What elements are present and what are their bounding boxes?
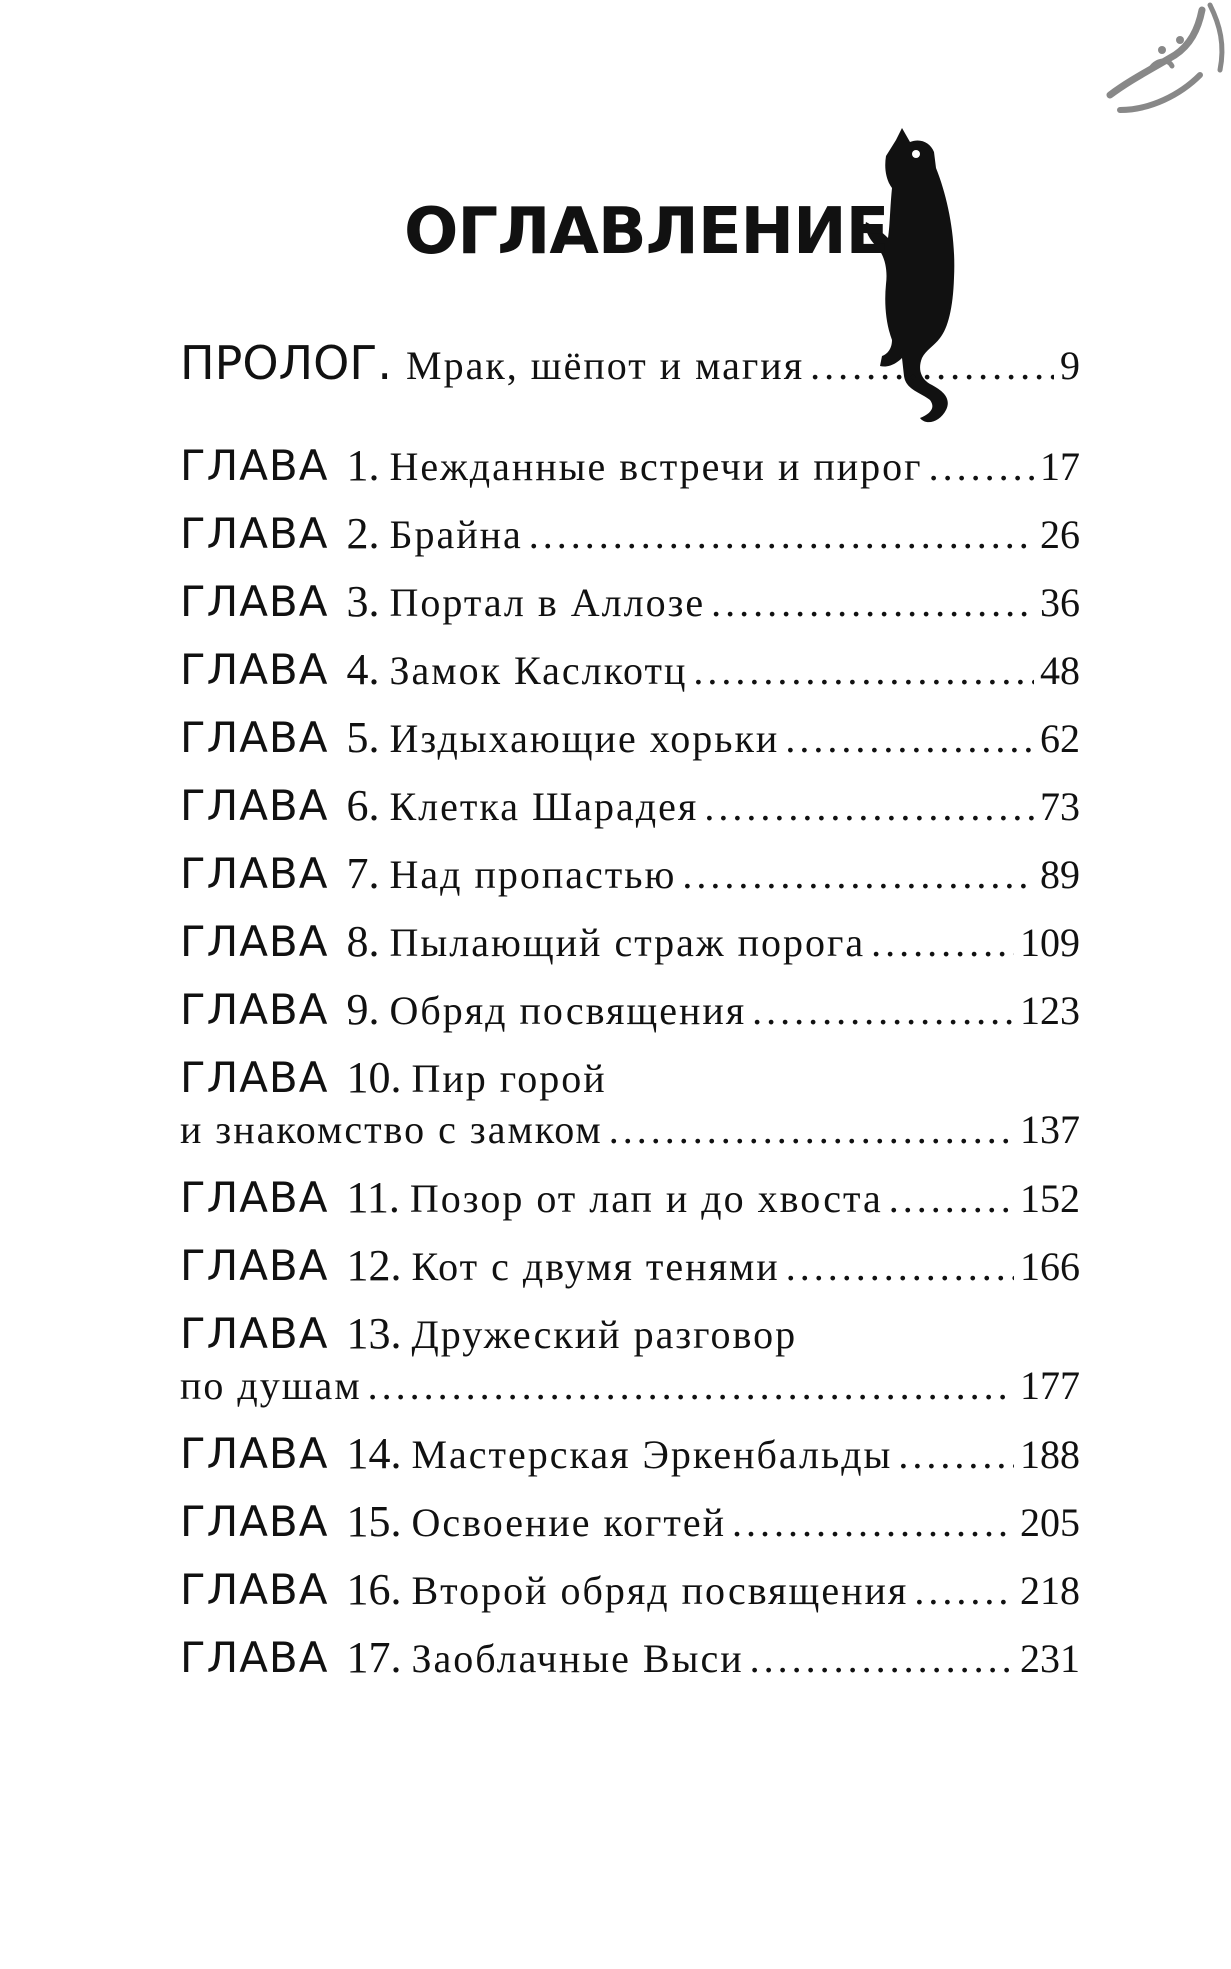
toc-entry-continuation[interactable] (180, 1106, 1080, 1162)
leader-dots (529, 511, 1034, 558)
entry-page: 9 (1060, 343, 1080, 388)
toc-entry-chapter-5[interactable] (180, 712, 1080, 768)
chapter-label: ГЛАВА (180, 713, 329, 762)
leader-dots (786, 1243, 1014, 1290)
swirl-ornament-icon (1080, 0, 1230, 130)
leader-dots (810, 342, 1054, 389)
entry-page: 48 (1040, 648, 1080, 693)
leader-dots (785, 715, 1034, 762)
leader-dots (871, 919, 1014, 966)
entry-title: Над пропастью (389, 852, 677, 897)
entry-page: 205 (1020, 1500, 1080, 1545)
entry-title: Нежданные встречи и пирог (389, 444, 923, 489)
chapter-label: ГЛАВА (180, 1241, 329, 1290)
entry-page: 26 (1040, 512, 1080, 557)
chapter-label: ГЛАВА (180, 1173, 329, 1222)
toc-entry-chapter-4[interactable] (180, 644, 1080, 700)
toc-entry-chapter-15[interactable] (180, 1496, 1080, 1552)
chapter-number: 12. (346, 1241, 402, 1290)
chapter-number: 6. (346, 781, 380, 830)
leader-dots (693, 647, 1034, 694)
toc-entry-chapter-2[interactable] (180, 508, 1080, 564)
leader-dots (711, 579, 1034, 626)
leader-dots (752, 987, 1014, 1034)
chapter-label: ГЛАВА (180, 1053, 329, 1102)
leader-dots (682, 851, 1034, 898)
chapter-label: ГЛАВА (180, 1633, 329, 1682)
entry-page: 62 (1040, 716, 1080, 761)
entry-page: 123 (1020, 988, 1080, 1033)
chapter-number: 3. (346, 577, 380, 626)
entry-title-continuation: по душам (180, 1363, 362, 1408)
leader-dots (750, 1635, 1014, 1682)
toc-entry-chapter-8[interactable] (180, 916, 1080, 972)
leader-dots (914, 1567, 1014, 1614)
toc-entry-chapter-9[interactable] (180, 984, 1080, 1040)
toc-entry-chapter-10[interactable] (180, 1052, 607, 1108)
chapter-number: 13. (346, 1309, 402, 1358)
leader-dots (898, 1431, 1014, 1478)
chapter-label: ГЛАВА (180, 849, 329, 898)
entry-page: 166 (1020, 1244, 1080, 1289)
chapter-label: ГЛАВА (180, 441, 329, 490)
entry-title: Издыхающие хорьки (389, 716, 780, 761)
toc-entry-prologue[interactable] (180, 336, 1080, 392)
chapter-label: ГЛАВА (180, 1565, 329, 1614)
toc-entry-chapter-13[interactable] (180, 1308, 797, 1364)
entry-page: 218 (1020, 1568, 1080, 1613)
entry-title: Второй обряд посвящения (411, 1568, 909, 1613)
chapter-number: 1. (346, 441, 380, 490)
leader-dots (368, 1362, 1014, 1409)
chapter-number: 15. (346, 1497, 402, 1546)
chapter-number: 2. (346, 509, 380, 558)
toc-entry-chapter-17[interactable] (180, 1632, 1080, 1688)
entry-page: 231 (1020, 1636, 1080, 1681)
toc-entry-chapter-11[interactable] (180, 1172, 1080, 1228)
toc-entry-chapter-12[interactable] (180, 1240, 1080, 1296)
entry-page: 17 (1040, 444, 1080, 489)
entry-page: 137 (1020, 1107, 1080, 1152)
chapter-number: 4. (346, 645, 380, 694)
entry-title-continuation: и знакомство с замком (180, 1107, 603, 1152)
chapter-number: 7. (346, 849, 380, 898)
entry-title: Дружеский разговор (411, 1312, 798, 1357)
entry-page: 188 (1020, 1432, 1080, 1477)
chapter-number: 16. (346, 1565, 402, 1614)
chapter-number: 11. (346, 1173, 400, 1222)
entry-title: Мрак, шёпот и магия (406, 343, 805, 388)
chapter-label: ГЛАВА (180, 645, 329, 694)
leader-dots (929, 443, 1034, 490)
chapter-label: ГЛАВА (180, 781, 329, 830)
entry-title: Пир горой (411, 1056, 607, 1101)
leader-dots (889, 1175, 1014, 1222)
toc-entry-chapter-16[interactable] (180, 1564, 1080, 1620)
entry-page: 109 (1020, 920, 1080, 965)
chapter-label: ГЛАВА (180, 1497, 329, 1546)
chapter-label: ГЛАВА (180, 1309, 329, 1358)
entry-title: Позор от лап и до хвоста (409, 1176, 883, 1221)
leader-dots (704, 783, 1034, 830)
chapter-label: ГЛАВА (180, 577, 329, 626)
chapter-label: ГЛАВА (180, 917, 329, 966)
chapter-number: 10. (346, 1053, 402, 1102)
entry-title: Заоблачные Выси (411, 1636, 744, 1681)
entry-page: 73 (1040, 784, 1080, 829)
toc-entry-chapter-6[interactable] (180, 780, 1080, 836)
leader-dots (609, 1106, 1014, 1153)
chapter-number: 14. (346, 1429, 402, 1478)
leader-dots (732, 1499, 1014, 1546)
chapter-label: ГЛАВА (180, 509, 329, 558)
chapter-number: 17. (346, 1633, 402, 1682)
entry-title: Замок Каслкотц (389, 648, 688, 693)
entry-title: Брайна (389, 512, 523, 557)
toc-entry-continuation[interactable] (180, 1362, 1080, 1418)
toc-entry-chapter-7[interactable] (180, 848, 1080, 904)
entry-title: Клетка Шарадея (389, 784, 699, 829)
entry-page: 89 (1040, 852, 1080, 897)
prologue-label: ПРОЛОГ. (180, 336, 393, 390)
entry-title: Освоение когтей (411, 1500, 726, 1545)
chapter-number: 8. (346, 917, 380, 966)
entry-page: 36 (1040, 580, 1080, 625)
entry-title: Портал в Аллозе (389, 580, 706, 625)
toc-entry-chapter-1[interactable] (180, 440, 1080, 496)
page-title: ОГЛАВЛЕНИЕ (404, 195, 889, 269)
chapter-label: ГЛАВА (180, 985, 329, 1034)
entry-page: 152 (1020, 1176, 1080, 1221)
entry-page: 177 (1020, 1363, 1080, 1408)
toc-entry-chapter-3[interactable] (180, 576, 1080, 632)
chapter-number: 9. (346, 985, 380, 1034)
entry-title: Мастерская Эркенбальды (411, 1432, 893, 1477)
chapter-number: 5. (346, 713, 380, 762)
entry-title: Кот с двумя тенями (411, 1244, 780, 1289)
chapter-label: ГЛАВА (180, 1429, 329, 1478)
toc-entry-chapter-14[interactable] (180, 1428, 1080, 1484)
entry-title: Обряд посвящения (389, 988, 747, 1033)
entry-title: Пылающий страж порога (389, 920, 866, 965)
